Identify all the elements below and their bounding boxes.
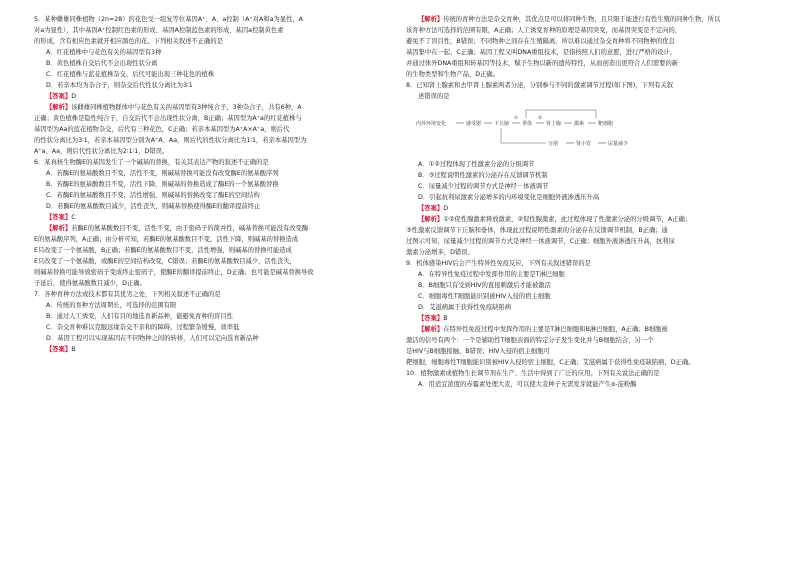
q5-analysis-line: A⁺a、Aa，则后代性状分离比为2∶1∶1，D错误。 <box>34 148 169 155</box>
analysis-text: 传统的育种方法是杂交育种，其优点是可以将同种生物，且只限于能进行有性生殖的同种生物，所以 <box>443 16 721 23</box>
q8-answer <box>406 203 751 214</box>
analysis-text: 若酶E的氨基酸数目不变，活性不变，由于密码子的简并性，碱基替换可能没有改变酶 <box>71 225 309 232</box>
answer-tag: 【答案】 <box>46 346 72 353</box>
q7-analysis-line: 避免不了盲目性，B错误；不同物种之间存在生殖隔离，所以难以通过杂交育种将不同物种的优良 <box>406 38 675 45</box>
question-6 <box>34 157 379 289</box>
diagram-step: ② <box>538 116 543 121</box>
right-column <box>406 14 751 390</box>
q6-answer <box>34 212 379 223</box>
q5-stem-line: 5．某种雌雄同株植物（2n=28）的花色受一组复等位基因A⁺、A、a控制（A⁺对A和a为显性，A <box>34 16 303 23</box>
analysis-text: 在特异性免疫过程中发挥作用的主要是T淋巴细胞和B淋巴细胞，A正确；B细胞被 <box>443 326 668 333</box>
analysis-tag: 【解析】 <box>418 326 444 333</box>
q6-analysis-line <box>34 223 379 234</box>
q7-option-d: D．基因工程可以实现基因在不同物种之间的转移，人们可以定向选育新品种 <box>46 335 259 342</box>
q6-option-a: A．若酶E的氨基酸数目不变，活性不变，则碱基替换可能没有改变酶E的氨基酸序列 <box>46 170 279 177</box>
q5-option-b: B．黄色植株自交后代不会出现性状分离 <box>46 60 158 67</box>
analysis-tag: 【解析】 <box>46 104 72 111</box>
q5-analysis-line: 基因型为Aa的蓝花植物杂交，后代有三种花色，C正确；若亲本基因型为A⁺A×A⁺a，则后代 <box>34 126 290 133</box>
diagram-node: 肾小管 <box>576 141 592 147</box>
analysis-tag: 【解析】 <box>418 216 444 223</box>
q6-option-b: B．若酶E的氨基酸数目不变，活性下降，则碱基的替换造成了酶E的一个氨基酸替换 <box>46 181 279 188</box>
q6-stem-line: 6．某真核生物酶E的基因发生了一个碱基的替换，有关其表达产物的叙述不正确的是 <box>34 159 269 166</box>
q7-analysis-line: 的生物类型和生物产品，D正确。 <box>406 71 500 78</box>
q8-option-d: D．引起抗利尿激素分泌增多的内环境变化是细胞外液渗透压升高 <box>418 194 600 201</box>
q7-analysis-line <box>406 14 751 25</box>
q8-stem-line: 述错误的是 <box>418 93 450 100</box>
diagram-branch-line <box>501 128 546 143</box>
q6-analysis-line: E只改变了一个氨基酸，B正确；若酶E的氨基酸数目不变，活性增强，则碱基的替换可能造成 <box>34 247 292 254</box>
question-5 <box>34 14 379 157</box>
diagram-node: 肾上腺 <box>546 121 562 127</box>
diagram-step: ① <box>514 116 519 121</box>
question-9 <box>406 258 751 368</box>
left-column <box>34 14 379 355</box>
answer-value: B <box>71 346 76 353</box>
answer-value: D <box>443 205 449 212</box>
q5-answer <box>34 91 379 102</box>
analysis-text: 该雌雄同株植物群体中与花色有关的基因型有3种纯合子，3种杂合子，共有6种，A <box>71 104 302 111</box>
diagram-node: 垂体 <box>522 121 533 127</box>
q7-analysis-line: 该育种方法可选择的范围有限，A正确；人工诱变育种的原理是基因突变，而基因突变是不定向的， <box>406 27 682 34</box>
q6-option-d: D．若酶E的氨基酸数目减少，活性丧失，则碱基替换使得酶E的翻译提前终止 <box>46 203 261 210</box>
q7-stem-line: 7．各种育种方法或技术都有其优劣之处，下列相关叙述不正确的是 <box>34 291 221 298</box>
q8-option-c: C．尿量减少过程的调节方式是神经－体液调节 <box>418 183 549 190</box>
regulation-diagram <box>406 105 751 155</box>
answer-tag: 【答案】 <box>418 205 444 212</box>
q9-answer <box>406 313 751 324</box>
q9-option-d: D．艾滋病属于获得性免疫缺陷病 <box>418 304 512 311</box>
q6-analysis-line: 子延后，使得氨基酸数目减少，D正确。 <box>34 280 146 287</box>
diagram-node: 激素 <box>574 121 585 127</box>
q8-analysis-line: 激素分泌增多，D错误。 <box>406 249 474 256</box>
q9-analysis-line <box>406 324 751 335</box>
q5-option-a: A．红花植株中与花色有关的基因型有3种 <box>46 49 162 56</box>
q8-analysis-line <box>406 214 751 225</box>
question-8 <box>406 80 751 258</box>
q7-option-c: C．杂交育种难以克服远缘杂交不亲和的障碍，过程繁杂缓慢，效率低 <box>46 324 240 331</box>
q8-stem-line: 8．已知肾上腺素和去甲肾上腺素两者分泌，分别参与不同的激素调节过程(如下图)，下列有关叙 <box>406 82 674 89</box>
q10-stem-line: 10．植物激素或植物生长调节剂在生产、生活中得到了广泛的应用。下列有关说法正确的是 <box>406 370 660 377</box>
question-7 <box>34 289 379 355</box>
q5-analysis-line: 的性状分离比为3∶1，若亲本基因型分别为A⁺A、Aa，则后代的性状分离比为1∶1，若亲本基因型为 <box>34 137 307 144</box>
answer-tag: 【答案】 <box>46 214 72 221</box>
analysis-tag: 【解析】 <box>418 16 444 23</box>
q9-option-b: B．B细胞只有受到HIV的直接刺激后才能被激活 <box>418 282 551 289</box>
q9-option-c: C．细胞毒性T细胞能识别被HIV入侵的宿主细胞 <box>418 293 551 300</box>
q7-analysis-line: 基因集中在一起，C正确；基因工程又叫DNA重组技术，是指按照人们的意愿，进行严格的设计， <box>406 49 677 56</box>
analysis-text: ①②促性腺激素释放激素，②促性腺激素，此过程体现了性激素分泌的分级调节，A正确； <box>443 216 692 223</box>
answer-tag: 【答案】 <box>46 93 72 100</box>
q5-analysis-line <box>34 102 379 113</box>
q5-option-c: C．红花植株与蓝花植株杂交，后代可能出现三种花色的植株 <box>46 71 215 78</box>
q6-analysis-line: E的氨基酸序列，A正确；由分析可知，若酶E的氨基酸数目不变，活性下降，则碱基的替换造成 <box>34 236 299 243</box>
q6-analysis-line: 则碱基替换可能导致密码子变成终止密码子，使酶E的翻译提前终止，D正确；也可能是碱基替换导致 <box>34 269 314 276</box>
q7-analysis-line: 并通过体外DNA重组和转基因等技术，赋予生物以新的遗传特性，从而创造出更符合人们需要的新 <box>406 60 679 67</box>
question-7-analysis <box>406 14 751 80</box>
q5-stem-line: 对a为显性），其中基因A⁺控制红色素的形成、基因A控制蓝色素的形成、基因a控制黄色素 <box>34 27 284 34</box>
diagram-node: 分泌 <box>548 141 559 147</box>
answer-value: D <box>71 93 77 100</box>
answer-value: C <box>71 214 76 221</box>
q7-option-b: B．通过人工诱变，人们有目的地选育新品种，能避免育种的盲目性 <box>46 313 233 320</box>
q8-option-b: B．③过程说明性激素的分泌存在反馈调节机制 <box>418 172 548 179</box>
q9-analysis-line: 靶细胞，细胞毒性T细胞能识别被HIV入侵的宿主细胞，C正确；艾滋病属于获得性免疫缺陷病，D正确。 <box>406 359 695 366</box>
q10-option-a: A．用适宜浓度的赤霉素处理大麦，可以使大麦种子无需发芽就能产生α-淀粉酶 <box>418 381 637 388</box>
diagram-node: 感受器 <box>466 121 482 127</box>
q8-analysis-line: ③性激素反馈调节下丘脑和垂体，体现此过程说明性激素的分泌存在反馈调节机制，B正确；通 <box>406 227 668 234</box>
diagram-node: 尿量减少 <box>608 141 629 147</box>
q9-analysis-line: 是HIV与B细胞接触，B错误；HIV入侵的宿主细胞可 <box>406 348 550 355</box>
q8-option-a: A．①②过程体现了性激素分泌的分级调节 <box>418 161 535 168</box>
q5-option-d: D．若亲本均为杂合子，则杂交后代性状分离比为3∶1 <box>46 82 193 89</box>
q8-analysis-line: 过图示可知，尿量减少过程的调节方式是神经－体液调节，C正确；细胞外液渗透压升高，抗利尿 <box>406 238 675 245</box>
diagram-node: 下丘脑 <box>494 121 510 127</box>
q5-stem-line: 的形成，含有相应色素就开相应颜色的花。下列相关叙述不正确的是 <box>34 38 223 45</box>
diagram-node: 靶细胞 <box>598 121 614 127</box>
q7-answer <box>34 344 379 355</box>
diagram-node: 内外环境变化 <box>416 121 447 127</box>
analysis-tag: 【解析】 <box>46 225 72 232</box>
q6-analysis-line: E只改变了一个氨基酸，或酶E的空间结构改变，C错误；若酶E的氨基酸数目减少，活性丧失， <box>34 258 296 265</box>
diagram-feedback-line <box>526 110 596 118</box>
q9-option-a: A．在特异性免疫过程中发挥作用的主要是T淋巴细胞 <box>418 271 565 278</box>
q9-stem-line: 9．机体感染HIV后会产生特异性免疫反应，下列有关叙述错误的是 <box>406 260 591 267</box>
q6-option-c: C．若酶E的氨基酸数目不变，活性增强，则碱基的替换改变了酶E的空间结构 <box>46 192 260 199</box>
q7-option-a: A．传统的育种方法周期长，可选择的范围有限 <box>46 302 177 309</box>
question-10 <box>406 368 751 390</box>
regulation-diagram-svg <box>406 105 751 155</box>
answer-value: B <box>443 315 448 322</box>
q9-analysis-line: 激活的信号有两个：一个是辅助性T细胞表面的特定分子发生变化并与B细胞结合，另一个 <box>406 337 654 344</box>
q5-analysis-line: 正确；黄色植株是隐性纯合子，自交后代不会出现性状分离，B正确；基因型为A⁺a的红花植株与 <box>34 115 302 122</box>
answer-tag: 【答案】 <box>418 315 444 322</box>
